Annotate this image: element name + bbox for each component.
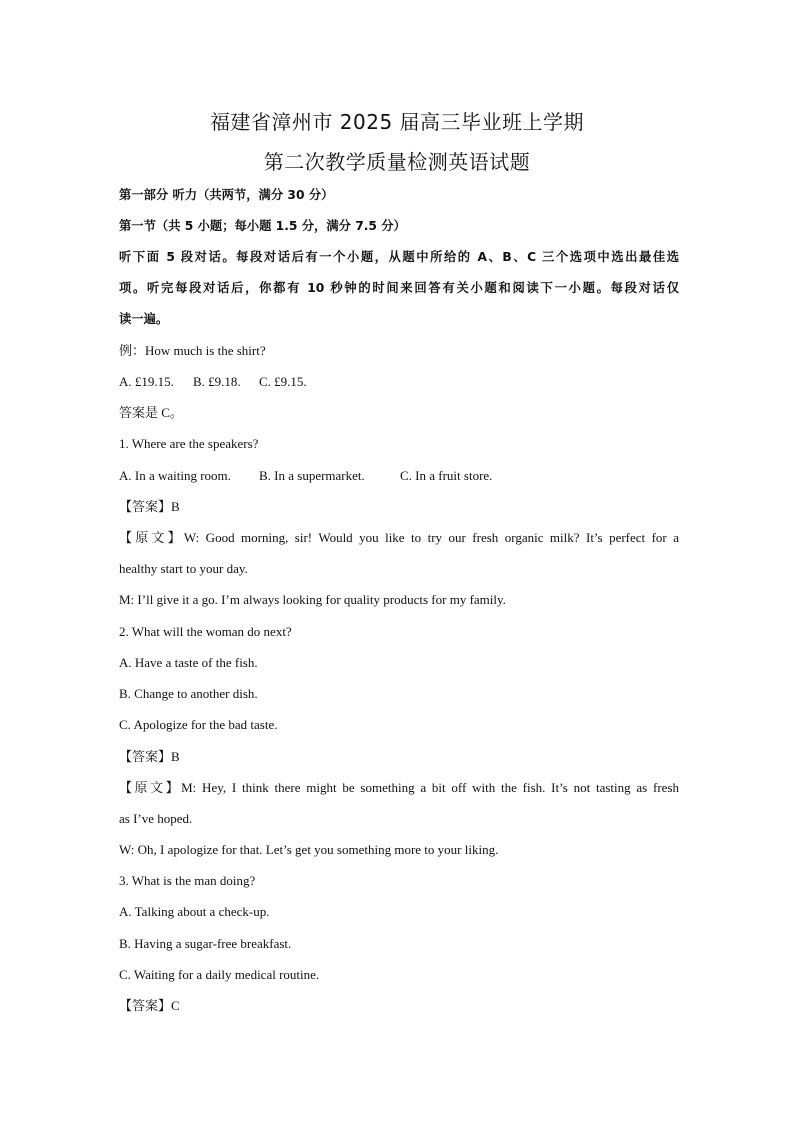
q1-option-b: B. In a supermarket. — [259, 468, 365, 483]
document-title-line-1: 福建省漳州市 2025 届高三毕业班上学期 — [209, 110, 585, 134]
q1-options — [119, 468, 679, 484]
q2-question: 2. What will the woman do next? — [119, 624, 292, 639]
example-option-b: B. £9.18. — [193, 374, 241, 389]
part1-header: 第一部分 听力（共两节，满分 30 分） — [119, 188, 334, 202]
instructions-line-2: 项。听完每段对话后，你都有 10 秒钟的时间来回答有关小题和阅读下一小题。每段对话仅 — [119, 281, 679, 295]
q1-transcript-line-2: healthy start to your day. — [119, 561, 248, 576]
q1-option-a: A. In a waiting room. — [119, 468, 231, 483]
example-option-a: A. £19.15. — [119, 374, 174, 389]
q3-option-a: A. Talking about a check-up. — [119, 904, 270, 919]
instructions-line-1: 听下面 5 段对话。每段对话后有一个小题，从题中所给的 A、B、C 三个选项中选出最佳选 — [119, 250, 679, 264]
q2-transcript-line-2: as I’ve hoped. — [119, 811, 193, 826]
q1-option-c: C. In a fruit store. — [400, 468, 493, 483]
document-title-line-2: 第二次教学质量检测英语试题 — [263, 150, 531, 174]
q1-transcript-line-1: 【原文】W: Good morning, sir! Would you like to try our fresh organic milk? It’s perfect for a — [119, 530, 679, 545]
q1-transcript-line-3: M: I’ll give it a go. I’m always looking for quality products for my family. — [119, 592, 506, 607]
q3-question: 3. What is the man doing? — [119, 873, 256, 888]
q1-question: 1. Where are the speakers? — [119, 436, 259, 451]
example-options — [119, 374, 679, 390]
q2-transcript-line-3: W: Oh, I apologize for that. Let’s get you something more to your liking. — [119, 842, 499, 857]
q3-answer: 【答案】C — [119, 998, 180, 1013]
q2-option-c: C. Apologize for the bad taste. — [119, 717, 278, 732]
q3-option-b: B. Having a sugar-free breakfast. — [119, 936, 292, 951]
example-option-c: C. £9.15. — [259, 374, 307, 389]
instructions-line-3: 读一遍。 — [119, 312, 169, 326]
example-answer: 答案是 C。 — [119, 405, 183, 420]
section1-header: 第一节（共 5 小题；每小题 1.5 分，满分 7.5 分） — [119, 219, 406, 233]
q2-option-a: A. Have a taste of the fish. — [119, 655, 258, 670]
q2-answer: 【答案】B — [119, 749, 180, 764]
q3-option-c: C. Waiting for a daily medical routine. — [119, 967, 320, 982]
q2-transcript-line-1: 【原文】M: Hey, I think there might be something a bit off with the fish. It’s not tasting as fresh — [119, 780, 679, 795]
example-question: 例：How much is the shirt? — [119, 343, 266, 358]
q1-answer: 【答案】B — [119, 499, 180, 514]
q2-option-b: B. Change to another dish. — [119, 686, 258, 701]
